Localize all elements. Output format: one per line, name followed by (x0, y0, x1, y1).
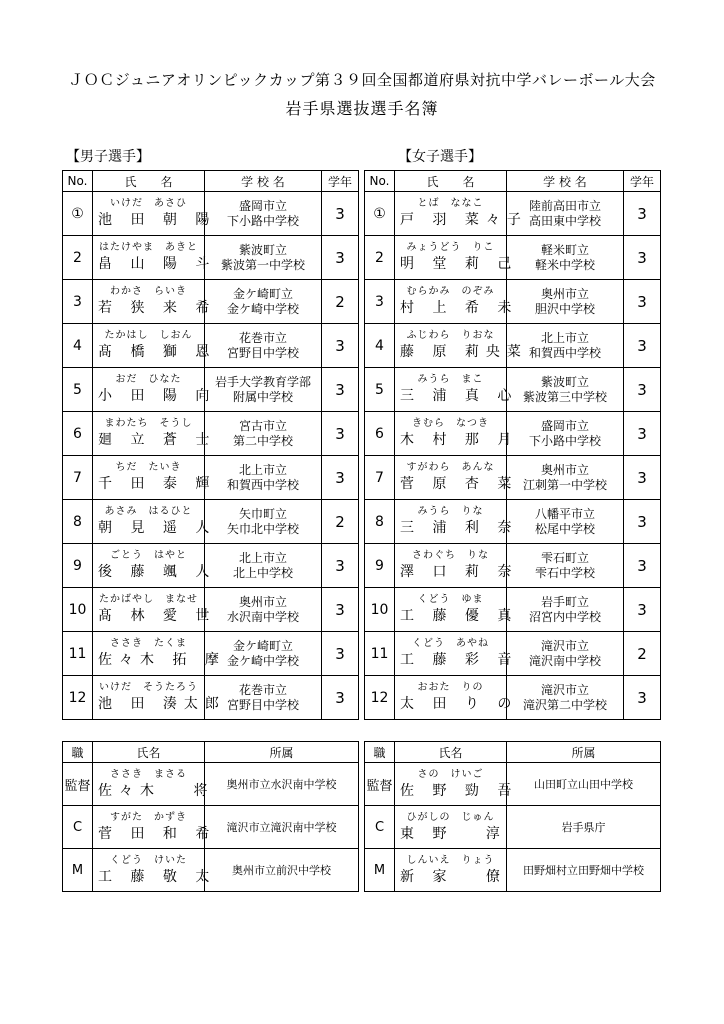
player-name-kana: わかさ らいき (110, 286, 187, 297)
player-name-cell (395, 324, 528, 368)
player-number: 11 (365, 632, 395, 676)
player-name-cell (93, 676, 226, 720)
school-name: 高田東中学校 (528, 213, 601, 228)
player-name: 三 浦 真 心 (400, 388, 519, 404)
player-name: 池 田 朝 陽 (98, 212, 217, 228)
staff-role: M (365, 849, 395, 892)
player-name: 明 堂 莉 己 (400, 256, 519, 272)
staff-name-cell (395, 806, 507, 849)
title-line-2: 岩手県選抜選手名簿 (285, 99, 439, 118)
player-name-cell (93, 280, 217, 324)
player-row (63, 368, 359, 412)
school-name: 下小路中学校 (226, 213, 299, 228)
player-row (365, 676, 661, 720)
player-grade: 3 (624, 280, 661, 324)
player-name: 若 狭 来 希 (98, 300, 217, 316)
staff-row (63, 763, 359, 806)
player-name: 藤 原 莉央菜 (400, 344, 528, 360)
player-grade: 3 (624, 676, 661, 720)
staff-name-kana: すがた かずき (110, 811, 187, 823)
player-number: 4 (63, 324, 93, 368)
school-municipality: 滝沢市立 (540, 638, 589, 653)
player-grade: 3 (624, 544, 661, 588)
player-name: 菅 原 杏 菜 (400, 476, 519, 492)
player-name-kana: いけだ あさひ (110, 198, 187, 209)
player-number: 3 (365, 280, 395, 324)
header-no: No. (365, 171, 395, 192)
player-row (365, 324, 661, 368)
player-name-cell (395, 588, 519, 632)
player-row (63, 192, 359, 236)
player-name: 後 藤 颯 人 (98, 564, 217, 580)
player-number: 10 (63, 588, 93, 632)
boys-staff-header-row (63, 742, 359, 763)
player-name: 太 田 り の (400, 696, 519, 712)
player-name: 佐々木 拓 摩 (98, 652, 226, 668)
staff-role: C (63, 806, 93, 849)
header-affiliation: 所属 (507, 742, 661, 763)
player-row (63, 412, 359, 456)
player-name-kana: たかばやし まなせ (99, 594, 198, 605)
player-name: 工 藤 優 真 (400, 608, 519, 624)
player-name-cell (93, 588, 217, 632)
player-school-cell (507, 368, 624, 412)
school-name: 紫波第三中学校 (522, 389, 607, 404)
header-grade: 学年 (624, 171, 661, 192)
staff-name-cell (93, 806, 217, 849)
player-number: 7 (63, 456, 93, 500)
player-row (365, 456, 661, 500)
player-row (365, 192, 661, 236)
player-name-kana: くどう あやね (412, 638, 489, 649)
player-name: 木 村 那 月 (400, 432, 519, 448)
staff-role: M (63, 849, 93, 892)
staff-row (365, 806, 661, 849)
player-school-cell (507, 588, 624, 632)
school-municipality: 北上市立 (238, 550, 287, 565)
player-school-cell (507, 456, 624, 500)
school-municipality: 奥州市立 (540, 462, 589, 477)
player-grade: 3 (322, 456, 359, 500)
school-municipality: 北上市立 (238, 462, 287, 477)
player-number: 11 (63, 632, 93, 676)
school-municipality: 陸前高田市立 (528, 198, 601, 213)
staff-name-kana: ひがしの じゅん (406, 811, 495, 823)
player-name: 廻 立 蒼 士 (98, 432, 217, 448)
player-number: 3 (63, 280, 93, 324)
player-grade: 3 (624, 236, 661, 280)
school-name: 和賀西中学校 (528, 345, 601, 360)
school-name: 第二中学校 (232, 433, 293, 448)
player-name-cell (93, 236, 217, 280)
player-row (63, 236, 359, 280)
header-no: No. (63, 171, 93, 192)
player-grade: 3 (322, 632, 359, 676)
school-municipality: 北上市立 (540, 330, 589, 345)
girls-staff-table (364, 741, 661, 892)
staff-name-kana: さの けいご (417, 768, 484, 780)
boys-section-label: 【男子選手】 (66, 149, 150, 165)
player-grade: 2 (322, 280, 359, 324)
staff-name-cell (395, 763, 519, 806)
player-grade: 3 (322, 412, 359, 456)
player-grade: 2 (322, 500, 359, 544)
staff-name: 東 野 淳 (400, 825, 507, 842)
player-row (63, 500, 359, 544)
header-name: 氏 名 (395, 171, 507, 192)
player-number: 9 (365, 544, 395, 588)
school-name: 矢巾北中学校 (226, 521, 299, 536)
player-row (365, 544, 661, 588)
player-name-cell (395, 676, 519, 720)
school-name: 滝沢第二中学校 (522, 697, 607, 712)
staff-name-kana: くどう けいた (110, 854, 187, 866)
player-row (63, 544, 359, 588)
player-number: 5 (365, 368, 395, 412)
player-school-cell (507, 676, 624, 720)
staff-name: 佐 野 勁 吾 (400, 782, 519, 799)
staff-role: 監督 (365, 763, 395, 806)
school-name: 金ケ崎中学校 (226, 653, 299, 668)
header-affiliation: 所属 (205, 742, 359, 763)
boys-header-row (63, 171, 359, 192)
school-municipality: 滝沢市立 (540, 682, 589, 697)
player-name-cell (395, 236, 519, 280)
player-row (63, 632, 359, 676)
player-name-kana: ごとう はやと (110, 550, 187, 561)
school-name: 金ケ崎中学校 (226, 301, 299, 316)
school-name: 紫波第一中学校 (220, 257, 305, 272)
player-number: 12 (63, 676, 93, 720)
boys-staff-table (62, 741, 359, 892)
header-grade: 学年 (322, 171, 359, 192)
player-row (63, 280, 359, 324)
player-name-kana: ちだ たいき (115, 462, 182, 473)
player-grade: 3 (322, 588, 359, 632)
player-name-cell (395, 544, 519, 588)
school-municipality: 金ケ崎町立 (232, 638, 293, 653)
player-name: 池 田 湊太郎 (98, 696, 226, 712)
school-name: 松尾中学校 (534, 521, 595, 536)
player-name-cell (93, 632, 226, 676)
player-row (365, 368, 661, 412)
player-school-cell (507, 412, 624, 456)
player-name: 三 浦 利 奈 (400, 520, 519, 536)
player-name-kana: むらかみ のぞみ (406, 286, 495, 297)
staff-role: 監督 (63, 763, 93, 806)
player-name-kana: みょうどう りこ (406, 242, 495, 253)
player-number: 2 (63, 236, 93, 280)
player-row (63, 676, 359, 720)
player-row (365, 500, 661, 544)
player-name-cell (395, 280, 519, 324)
player-name-cell (93, 456, 217, 500)
player-number: 7 (365, 456, 395, 500)
player-row (63, 456, 359, 500)
player-school-cell (205, 544, 322, 588)
player-name-kana: あさみ はるひと (104, 506, 193, 517)
staff-name-cell (93, 849, 217, 892)
player-name-kana: みうら りな (417, 506, 484, 517)
player-number: 6 (365, 412, 395, 456)
staff-name: 新 家 僚 (400, 868, 507, 885)
school-municipality: 軽米町立 (540, 242, 589, 257)
player-name: 畠 山 陽 斗 (98, 256, 217, 272)
player-name: 髙 林 愛 世 (98, 608, 217, 624)
player-school-cell (507, 632, 624, 676)
girls-roster-table (364, 170, 661, 720)
player-number: 2 (365, 236, 395, 280)
staff-name-cell (395, 849, 507, 892)
staff-affiliation: 奥州市立水沢南中学校 (205, 763, 359, 806)
player-name-cell (93, 412, 217, 456)
player-number: ① (63, 192, 93, 236)
school-municipality: 八幡平市立 (534, 506, 595, 521)
player-number: 10 (365, 588, 395, 632)
school-municipality: 岩手町立 (540, 594, 589, 609)
school-municipality: 盛岡市立 (238, 198, 287, 213)
boys-roster-table (62, 170, 359, 720)
player-school-cell (205, 368, 322, 412)
school-name: 水沢南中学校 (226, 609, 299, 624)
header-name: 氏名 (93, 742, 205, 763)
player-school-cell (205, 588, 322, 632)
player-school-cell (205, 456, 322, 500)
school-name: 宮野目中学校 (226, 345, 299, 360)
player-grade: 3 (322, 324, 359, 368)
player-grade: 3 (322, 544, 359, 588)
player-name-cell (93, 324, 217, 368)
player-name-cell (395, 412, 519, 456)
school-name: 沼宮内中学校 (528, 609, 601, 624)
player-name-kana: みうら まこ (417, 374, 484, 385)
school-municipality: 金ケ崎町立 (232, 286, 293, 301)
player-name: 小 田 陽 向 (98, 388, 217, 404)
player-name: 髙 橋 獅 恩 (98, 344, 217, 360)
school-name: 滝沢南中学校 (528, 653, 601, 668)
school-name: 江刺第一中学校 (522, 477, 607, 492)
player-name-kana: とば ななこ (417, 198, 484, 209)
staff-row (63, 849, 359, 892)
staff-name-kana: ささき まさる (110, 768, 187, 780)
player-row (63, 588, 359, 632)
school-name: 胆沢中学校 (534, 301, 595, 316)
school-municipality: 岩手大学教育学部 (214, 374, 311, 389)
player-name-kana: さわぐち りな (412, 550, 489, 561)
school-name: 附属中学校 (232, 389, 293, 404)
girls-header-row (365, 171, 661, 192)
player-name-cell (395, 192, 528, 236)
player-number: 4 (365, 324, 395, 368)
player-name: 朝 見 遥 人 (98, 520, 217, 536)
player-name: 澤 口 莉 奈 (400, 564, 519, 580)
staff-affiliation: 岩手県庁 (507, 806, 661, 849)
player-name: 村 上 希 未 (400, 300, 519, 316)
player-row (365, 588, 661, 632)
school-municipality: 矢巾町立 (238, 506, 287, 521)
player-grade: 3 (624, 456, 661, 500)
player-school-cell (205, 412, 322, 456)
school-municipality: 花巻市立 (238, 682, 287, 697)
school-municipality: 宮古市立 (238, 418, 287, 433)
player-school-cell (205, 324, 322, 368)
header-name: 氏 名 (93, 171, 205, 192)
staff-role: C (365, 806, 395, 849)
school-name: 雫石中学校 (534, 565, 595, 580)
staff-affiliation: 滝沢市立滝沢南中学校 (205, 806, 359, 849)
player-school-cell (507, 236, 624, 280)
staff-name: 菅 田 和 希 (98, 825, 217, 842)
player-name-cell (93, 368, 217, 412)
girls-section-label: 【女子選手】 (398, 149, 482, 165)
player-number: ① (365, 192, 395, 236)
player-name: 戸 羽 菜々子 (400, 212, 528, 228)
player-name-kana: おだ ひなた (115, 374, 182, 385)
school-name: 宮野目中学校 (226, 697, 299, 712)
player-row (365, 412, 661, 456)
player-name-cell (93, 500, 217, 544)
player-grade: 3 (624, 324, 661, 368)
player-school-cell (507, 500, 624, 544)
player-name-kana: きむら なつき (412, 418, 489, 429)
school-municipality: 紫波町立 (238, 242, 287, 257)
staff-name-cell (93, 763, 215, 806)
staff-row (63, 806, 359, 849)
staff-affiliation: 山田町立山田中学校 (507, 763, 661, 806)
player-grade: 3 (624, 500, 661, 544)
school-municipality: 花巻市立 (238, 330, 287, 345)
player-row (63, 324, 359, 368)
header-school: 学 校 名 (205, 171, 322, 192)
player-grade: 3 (322, 236, 359, 280)
player-name-cell (93, 544, 217, 588)
player-number: 5 (63, 368, 93, 412)
school-name: 軽米中学校 (534, 257, 595, 272)
player-number: 9 (63, 544, 93, 588)
school-municipality: 奥州市立 (238, 594, 287, 609)
player-name-kana: はたけやま あきと (99, 242, 198, 253)
school-municipality: 盛岡市立 (540, 418, 589, 433)
staff-name-kana: しんいえ りょう (406, 854, 495, 866)
player-name-kana: くどう ゆま (417, 594, 484, 605)
school-name: 北上中学校 (232, 565, 293, 580)
player-school-cell (205, 192, 322, 236)
player-name-kana: ふじわら りおな (406, 330, 495, 341)
player-name-kana: ささき たくま (110, 638, 187, 649)
header-role: 職 (63, 742, 93, 763)
player-number: 8 (365, 500, 395, 544)
header-role: 職 (365, 742, 395, 763)
player-number: 8 (63, 500, 93, 544)
player-grade: 3 (624, 588, 661, 632)
player-row (365, 236, 661, 280)
player-name: 千 田 泰 輝 (98, 476, 217, 492)
player-name-cell (395, 500, 519, 544)
player-name-kana: すがわら あんな (406, 462, 495, 473)
player-grade: 2 (624, 632, 661, 676)
player-name: 工 藤 彩 音 (400, 652, 519, 668)
player-school-cell (205, 500, 322, 544)
staff-row (365, 849, 661, 892)
staff-affiliation: 田野畑村立田野畑中学校 (507, 849, 661, 892)
player-name-cell (395, 456, 519, 500)
school-municipality: 雫石町立 (540, 550, 589, 565)
player-grade: 3 (322, 192, 359, 236)
player-name-kana: おおた りの (417, 682, 484, 693)
player-school-cell (205, 280, 322, 324)
staff-affiliation: 奥州市立前沢中学校 (205, 849, 359, 892)
player-number: 6 (63, 412, 93, 456)
school-municipality: 紫波町立 (540, 374, 589, 389)
player-school-cell (507, 544, 624, 588)
player-grade: 3 (624, 192, 661, 236)
player-row (365, 280, 661, 324)
player-school-cell (507, 280, 624, 324)
player-name-cell (93, 192, 217, 236)
player-name-kana: いけだ そうたろう (99, 682, 198, 693)
girls-staff-header-row (365, 742, 661, 763)
player-grade: 3 (624, 412, 661, 456)
school-municipality: 奥州市立 (540, 286, 589, 301)
player-number: 12 (365, 676, 395, 720)
player-name-kana: まわたち そうし (104, 418, 193, 429)
staff-name: 工 藤 敬 太 (98, 868, 217, 885)
player-name-cell (395, 632, 519, 676)
player-name-kana: たかはし しおん (104, 330, 193, 341)
player-grade: 3 (322, 368, 359, 412)
player-school-cell (205, 236, 322, 280)
header-name: 氏名 (395, 742, 507, 763)
school-name: 和賀西中学校 (226, 477, 299, 492)
staff-row (365, 763, 661, 806)
player-name-cell (395, 368, 519, 412)
title-line-1: ＪＯＣジュニアオリンピックカップ第３９回全国都道府県対抗中学バレーボール大会 (68, 71, 656, 89)
header-school: 学 校 名 (507, 171, 624, 192)
staff-name: 佐々木 将 (98, 782, 215, 799)
player-row (365, 632, 661, 676)
player-grade: 3 (322, 676, 359, 720)
player-grade: 3 (624, 368, 661, 412)
school-name: 下小路中学校 (528, 433, 601, 448)
